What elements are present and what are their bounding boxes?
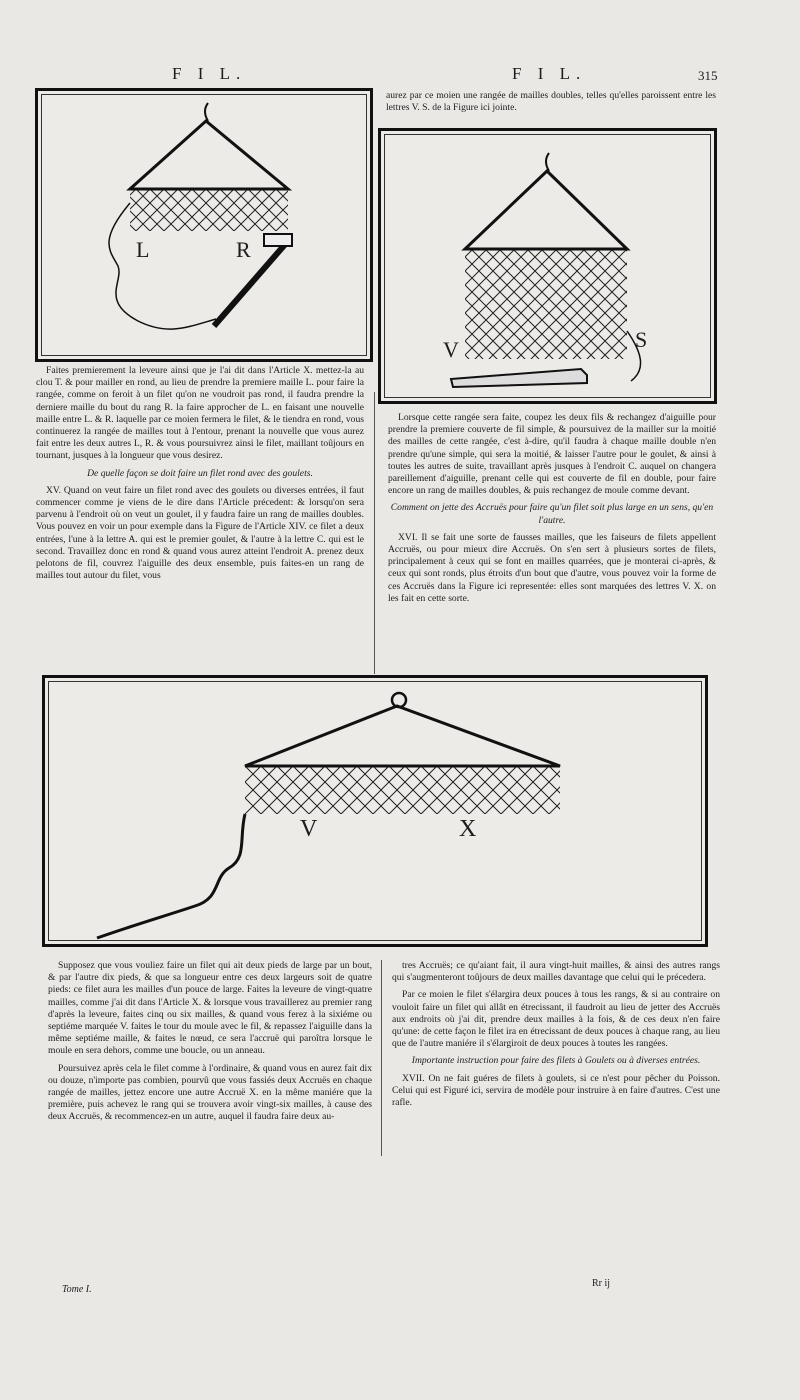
- bottom-left-para-2: Poursuivez après cela le filet comme à l'ordinaire, & quand vous en aurez fait dix ou douze, n'importe pas combien, pourvû que vous fassiés deux Accruës en chaque rangée de mailles, jettez encore une autre Accruë X. en la même maniére que la première, puis achevez le rang qui se trouvera avoir vingt-six mailles, à cause des deux Accruës, & recommencez-en un autre, auquel il faudra faire deux au-: [48, 1062, 372, 1123]
- bottom-left-column: [48, 960, 372, 1129]
- label-S: S: [635, 327, 648, 352]
- column-rule-bottom: [381, 960, 382, 1156]
- bottom-right-column: [392, 960, 720, 1114]
- left-column: [36, 365, 364, 587]
- running-header-left: F I L.: [172, 64, 247, 83]
- right-para-1: Lorsque cette rangée sera faite, coupez les deux fils & rechangez d'aiguille pour prendre la premiere couverte de fil simple, & poursuivez de la mailler sur la moitié des mailles de cette rangée, c'est à-dire, qu'il faudra à chaque maille double n'en prendre qu'une simple, qui sera la moitié, & laisser l'autre pour le goulet, & ainsi à toutes les autres de suite, travaillant après jusques à l'endroit C. auquel on changera pareillement d'aiguille, prenant celle qui est couverte de fil en double, pour faire encore un rang de mailles doubles, & puis rechangez de moule comme devant.: [388, 412, 716, 497]
- bottom-right-para-2: Par ce moien le filet s'élargira deux pouces à tous les rangs, & si au contraire on vouloit faire un filet qui allât en étrecissant, il faudroit au lieu de jetter des Accruës aux endroits où j'ai dit, prendre deux mailles à la fois, & de ces deux n'en faire qu'une: de cette façon le filet ira en étrecissant de deux pouces à chaque rang, au lieu que de l'autre maniére il s'élargiroit de deux pouces à toutes les rangées.: [392, 989, 720, 1050]
- figure-accrues-net: [42, 675, 708, 947]
- figure-round-net: [35, 88, 373, 362]
- bottom-left-para-1: Supposez que vous vouliez faire un filet qui ait deux pieds de large par un bout, & par l'autre dix pieds, & que sa longueur entre ces deux largeurs soit de quatre pieds: ce filet aura les mailles d'un pouce de large. Faites la leveure de vingt-quatre mailles, comme j'ai dit dans l'Article X. & lorsque vous travaillerez au premier rang d'après la leveure, faites cinq ou six mailles, & quand vous ferez à la sixiéme ou septiéme marquée V. faites le tour du moule avec le fil, & repassez l'aiguille dans la même septiéme maille, & faites le nœud, ce sera l'accruë qui paroîtra lorsque le moule en sera dehors, comme une boucle, ou un anneau.: [48, 960, 372, 1057]
- left-para-2: XV. Quand on veut faire un filet rond avec des goulets ou diverses entrées, il faut commencer comme je viens de le dire dans l'Article précedent: & lorsqu'on sera parvenu à l'endroit où on veut un goulet, il y faudra faire un rang de mailles doubles. Vous pouvez en voir un pour exemple dans la Figure de l'Article XIV. ce filet a deux entrées, l'une à la lettre A. qui est le premier goulet, & l'autre à la lettre C. qui est le second. Travaillez donc en rond & quand vous aurez atteint l'endroit A. prenez deux pelotons de fil, couvrez l'aiguille des deux ensemble, puis faites-en un rang de mailles tout autour du filet, vous: [36, 484, 364, 582]
- volume-mark: Tome I.: [62, 1284, 92, 1295]
- label-L: L: [136, 237, 150, 262]
- double-row-net-illustration: [381, 131, 714, 401]
- label-V-large: V: [300, 816, 318, 842]
- left-para-1: Faites premierement la leveure ainsi que je l'ai dit dans l'Article X. mettez-la au clou T. & pour mailler en rond, au lieu de prendre la premiere maille L. pour faire la rangée, comme on feroit à un filet qu'on ne voudroit pas rond, il faudra prendre la derniere maille du bout du rang R. la faire approcher de L. en faisant une nouvelle maille entre L. & R. laquelle par ce moien fermera le filet, & le tiendra en rond, vous continuerez la rangée de mailles tout à l'entour, prenant la nouvelle que vous aurez fait entre les deux autres L, R. & vous poursuivrez ainsi le filet, maillant toûjours en tournant, jusques à la longueur que vous desirez.: [36, 365, 364, 462]
- label-X-large: X: [459, 816, 477, 842]
- page-number: 315: [698, 68, 718, 83]
- label-V: V: [443, 337, 459, 362]
- figure-double-row-net: [378, 128, 717, 404]
- right-heading-accrues: Comment on jette des Accruës pour faire qu'un filet soit plus large en un sens, qu'en l'autre.: [390, 502, 714, 526]
- label-R: R: [236, 237, 251, 262]
- bottom-right-para-3: XVII. On ne fait guéres de filets à goulets, si ce n'est pour pêcher du Poisson. Celui qui est Figuré ici, servira de modèle pour instruire à en faire d'autres. C'est une rafle.: [392, 1072, 720, 1109]
- right-para-2: XVI. Il se fait une sorte de fausses mailles, que les faiseurs de filets appellent Accruës, ou pour mieux dire Accruës. On s'en sert à plusieurs sortes de filets, principalement à ceux qui se font en mailles quarrées, que je monterai ci-après, & ceux qui sont ronds, plus étroits d'un bout que d'autre, vous pouvez voir la forme de ces Accruës dans la Figure ici representée: elles sont marquées des lettres V. X. on les fait en cette sorte.: [388, 531, 716, 604]
- round-net-illustration: [38, 91, 370, 359]
- right-top-text: aurez par ce moien une rangée de mailles doubles, telles qu'elles paroissent entre les lettres V. S. de la Figure ici jointe.: [386, 90, 716, 114]
- right-column: [388, 412, 716, 610]
- accrues-net-illustration: [45, 678, 705, 944]
- left-heading-goulets: De quelle façon se doit faire un filet rond avec des goulets.: [87, 467, 313, 479]
- signature-mark: Rr ij: [592, 1278, 611, 1289]
- column-rule-top: [374, 392, 375, 674]
- running-header-right: F I L.: [512, 64, 587, 83]
- bottom-right-heading: Importante instruction pour faire des filets à Goulets ou à diverses entrées.: [411, 1055, 701, 1067]
- bottom-right-para-1: tres Accruës; ce qu'aiant fait, il aura vingt-huit mailles, & ainsi des autres rangs qui s'augmenteront toûjours de deux mailles davantage que celui qui le précedera.: [392, 960, 720, 984]
